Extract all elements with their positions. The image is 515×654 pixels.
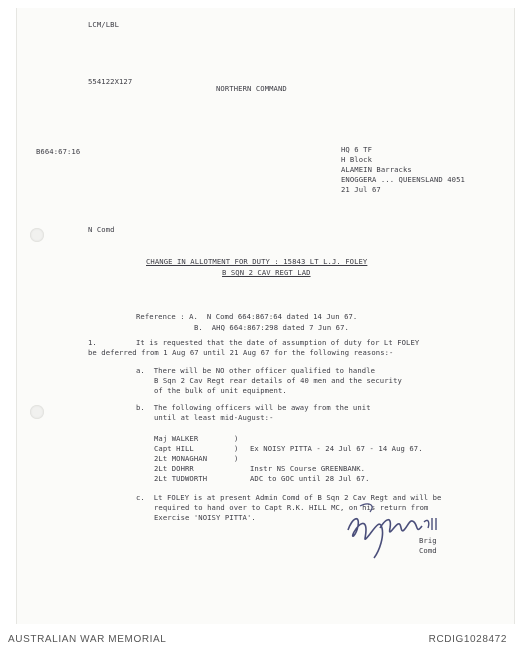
command-heading: NORTHERN COMMAND: [216, 84, 287, 93]
footer-right-label: RCDIG1028472: [428, 634, 507, 645]
archive-footer: [0, 624, 515, 654]
officer-note: Instr NS Course GREENBANK.: [250, 464, 366, 473]
officer-name: 2Lt TUDWORTH: [154, 474, 208, 483]
signatory-rank: Brig: [419, 536, 437, 545]
file-number: 554122X127: [88, 77, 133, 86]
paragraph-text: be deferred from 1 Aug 67 until 21 Aug 67 for the following reasons:-: [88, 348, 394, 357]
paragraph-number: 1.: [88, 338, 97, 347]
officer-brace: ): [234, 454, 239, 463]
sub-item-b: b. The following officers will be away from the unit: [136, 403, 371, 412]
sub-item-c: Exercise 'NOISY PITTA'.: [154, 513, 256, 522]
officer-brace: ): [234, 434, 239, 443]
subject-line: B SQN 2 CAV REGT LAD: [222, 268, 311, 277]
officer-brace: ): [234, 444, 239, 453]
subject-line: CHANGE IN ALLOTMENT FOR DUTY : 15843 LT L.J. FOLEY: [146, 257, 368, 266]
reference-b: B. AHQ 664:867:298 dated 7 Jun 67.: [194, 323, 349, 332]
officer-note: ADC to GOC until 28 Jul 67.: [250, 474, 370, 483]
officer-note: Ex NOISY PITTA - 24 Jul 67 - 14 Aug 67.: [250, 444, 423, 453]
signatory-title: Comd: [419, 546, 437, 555]
paragraph-text: It is requested that the date of assumption of duty for Lt FOLEY: [136, 338, 420, 347]
address-line: ALAMEIN Barracks: [341, 165, 412, 174]
address-line: HQ 6 TF: [341, 145, 372, 154]
sub-item-a: a. There will be NO other officer qualified to handle: [136, 366, 376, 375]
address-line: H Block: [341, 155, 372, 164]
sub-item-a: of the bulk of unit equipment.: [154, 386, 287, 395]
punch-hole: [30, 405, 44, 419]
punch-hole: [30, 228, 44, 242]
sub-item-a: B Sqn 2 Cav Regt rear details of 40 men and the security: [154, 376, 402, 385]
officer-name: Capt HILL: [154, 444, 194, 453]
footer-left-label: AUSTRALIAN WAR MEMORIAL: [8, 634, 167, 645]
officer-name: 2Lt DOHRR: [154, 464, 194, 473]
top-reference: LCM/LBL: [88, 20, 119, 29]
address-line: ENOGGERA ... QUEENSLAND 4051: [341, 175, 465, 184]
reference-a: Reference : A. N Comd 664:867:64 dated 14 Jun 67.: [136, 312, 358, 321]
officer-name: Maj WALKER: [154, 434, 199, 443]
sub-item-b: until at least mid-August:-: [154, 413, 274, 422]
sub-item-c: c. Lt FOLEY is at present Admin Comd of B Sqn 2 Cav Regt and will be: [136, 493, 442, 502]
sub-item-c: required to hand over to Capt R.K. HILL MC, on his return from: [154, 503, 429, 512]
officer-name: 2Lt MONAGHAN: [154, 454, 208, 463]
left-reference: B664:67:16: [36, 147, 81, 156]
addressee: N Comd: [88, 225, 115, 234]
date-line: 21 Jul 67: [341, 185, 381, 194]
